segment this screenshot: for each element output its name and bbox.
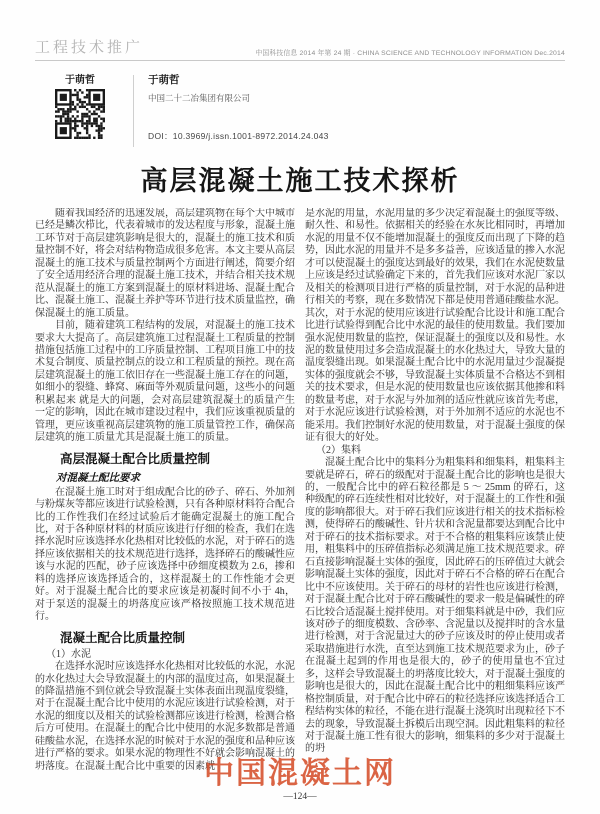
author-affiliation: 中国二十二冶集团有限公司 xyxy=(148,93,251,103)
author-name-above-qr: 于萌哲 xyxy=(65,75,95,86)
doi-line: DOI：10.3969/j.issn.1001-8972.2014.24.043 xyxy=(148,131,329,141)
item2-paragraph: 混凝土配合比中的集料分为粗集料和细集料，粗集料主要就是碎石，碎石的级配对于混凝土配合比的影响也是很大的，一般配合比中的碎石粒径都是 5 ～ 25mm 的碎石，这种级配的碎石连续性相对比较好，对于混凝土的工作性和强度的影响都很大。对于碎石我们应该进行相关的技术指标检测，使得碎石的酸碱性、针片状和含泥量都要达到配合比中对于碎石的技术指标要求。对于不合格的粗集料应该禁止使用，粗集料中的压碎值指标必须满足施工技术规范要求。碎石直接影响混凝土实体的强度，因此碎石的压碎值过大就会影响混凝土实体的强度，因此对于碎石不合格的碎石在配合比中不应该使用。关于碎石的母材的岩性也应该进行检测，对于混凝土配合比对于碎石酸碱性的要求一般是偏碱性的碎石比较合适混凝土搅拌使用。对于细集料就是中砂，我们应该对砂子的细度模数、含砂率、含泥量以及搅拌时的含水量进行检测，对于含泥量过大的砂子应该及时的停止使用或者采取措施进行水洗，直至达到施工技术规范要求为止，砂子在混凝土起到的作用也是很大的，砂子的使用量也不宜过多，这样会导致混凝土的坍落度比较大，对于混凝土强度的影响也是很大的，因此在混凝土配合比中的粗细集料应该严格控制质量，对于配合比中碎石的粒径选择应该选择适合工程结构实体的粒径，不能在进行混凝土浇筑时出现粒径下不去的现象，导致混凝土拆模后出现空洞。因此粗集料的粒径对于混凝土施工性有很大的影响，细集料的多少对于混凝土的坍 xyxy=(305,457,565,755)
item1-label: （1）水泥 xyxy=(46,648,91,660)
section2-heading: 混凝土配合比质量控制 xyxy=(60,630,186,645)
qr-block xyxy=(35,71,125,153)
section1-paragraph: 在混凝土施工时对于组成配合比的砂子、碎石、外加剂与粉煤灰等都应该进行试验检测，只有各种原材料符合配合比的工作性我们在经过试验后才能确定混凝土的施工配合比，对于各种原材料的材质应该进行仔细的检查，我们在选择水泥时应该选择水化热相对比较低的水泥，对于碎石的选择应该依据相关的技术规范进行选择，选择碎石的酸碱性应该与水泥的匹配，砂子应该选择中砂细度模数为 2.6，掺和料的选择应该选择适合的，这样混凝土的工作性能才会更好。对于混凝土配合比的要求应该是初凝时间不小于 4h，对于泵送的混凝土的坍落度应该严格按照施工技术规范进行。 xyxy=(35,486,295,623)
section1-subheading: 对混凝土配比要求 xyxy=(56,472,140,484)
page-header xyxy=(35,36,565,61)
page-number: —124— xyxy=(283,792,317,802)
intro-paragraph: 目前，随着建筑工程结构的发展，对混凝土的施工技术要求大大提高了。高层建筑施工过程混凝土工程质量的控制措施包括施工过程中的工序质量控制、工程项目施工中的技术复合制度、质量控制点的设立和工程质量的预控。现在高层建筑混凝土的施工依旧存在一些混凝土施工存在的问题，如细小的裂缝、蜂窝、麻面等外观质量问题，这些小的问题积累起来 就是大的问题，会对高层建筑混凝土的质量产生一定的影响，因此在城市建设过程中，我们应该重视质量的管理，更应该重视高层建筑物的施工质量管控工作，确保高层建筑的施工质量尤其是混凝土施工的质量。 xyxy=(35,320,295,444)
article-title: 高层混凝土施工技术探析 xyxy=(140,166,460,196)
article-body xyxy=(35,208,565,808)
right-column xyxy=(305,208,565,808)
section1-heading: 高层混凝土配合比质量控制 xyxy=(60,451,211,466)
qr-code-icon xyxy=(55,89,105,139)
item1-paragraph-left: 在选择水泥时应该选择水化热相对比较低的水泥，水泥的水化热过大会导致混凝土的内部的温度过高，如果混凝土的降温措施不到位就会导致混凝土实体表面出现温度裂缝，对于在混凝土配合比中使用的水泥应该进行试验检测，对于水泥的细度以及相关的试验检测都应该进行检测，检测合格后方可使用。在混凝土的配合比中使用的水泥多数都是普通硅酸盐水泥，在选择水泥的时候对于水泥的强度和品种应该进行严格的要求。如果水泥的物理性不好就会影响混凝土的坍落度。在混凝土配合比中重要的因素就 xyxy=(35,661,295,772)
item2-label: （2）集料 xyxy=(316,444,361,456)
vertical-divider xyxy=(133,75,134,147)
journal-issue-info: 中国科技信息 2014 年第 24 期 · CHINA SCIENCE AND TECHNOLOGY INFORMATION Dec.2014 xyxy=(255,50,565,57)
item1-paragraph-right: 是水泥的用量，水泥用量的多少决定着混凝土的强度等级、耐久性、和易性。依据相关的经验在水灰比相同时，再增加水泥的用量不仅不能增加混凝土的强度反而出现了下降的趋势，因此水泥的用量并不是多多益善，应该适量的掺入水泥才可以使混凝土的强度达到最好的效果，我们在水泥使数量上应该是经过试验确定下来的，首先我们应该对水泥厂家以及相关的检测项目进行严格的质量控制，对于水泥的品种进行相关的考察，现在多数情况下都是使用普通硅酸盐水泥。其次，对于水泥的使用应该进行试验配合比设计和施工配合比进行试验得到配合比中水泥的最佳的使用数量。我们要加强水泥使用数量的监控，保证混凝土的强度以及和易性。水泥的数量使用过多会造成混凝土的水化热过大，导致大量的温度裂缝出现。如果混凝土配合比中的水泥用量过少混凝提实体的强度就会不够，导致混凝土实体质量不合格达不到相关的技术要求，但是水泥的使用数量也应该依据其他掺和料的数量考虑，对于水泥与外加剂的适应性就应该首先考虑，对于水泥应该进行试验检测，对于外加剂不适应的水泥也不能采用。我们控制好水泥的使用数量，对于混凝土强度的保证有很大的好处。 xyxy=(305,208,565,444)
author-name: 于萌哲 xyxy=(148,74,180,86)
author-block xyxy=(35,71,565,153)
left-column xyxy=(35,208,295,808)
abstract-paragraph: 随着我国经济的迅速发展，高层建筑物在每个大中城市已经是鳞次栉比，代表着城市的发达程度与形象，混凝土施工环节对于高层建筑影响是很大的，混凝土的施工技术和质量控制不好，将会对结构物造成很多危害。本文主要从高层混凝土的施工技术与质量控制两个方面进行阐述，简要介绍了安全适用经济合理的混凝土施工技术，并结合相关技术规范从混凝土的施工方案到混凝土的原材料进场、混凝土配合比、混凝土施工、混凝土养护等环节进行技术质量监控，确保混凝土的施工质量。 xyxy=(35,208,295,319)
author-info xyxy=(148,71,329,153)
watermark: 中国混凝土网 xyxy=(204,757,396,790)
column-section-title: 工程技术推广 xyxy=(35,39,144,56)
